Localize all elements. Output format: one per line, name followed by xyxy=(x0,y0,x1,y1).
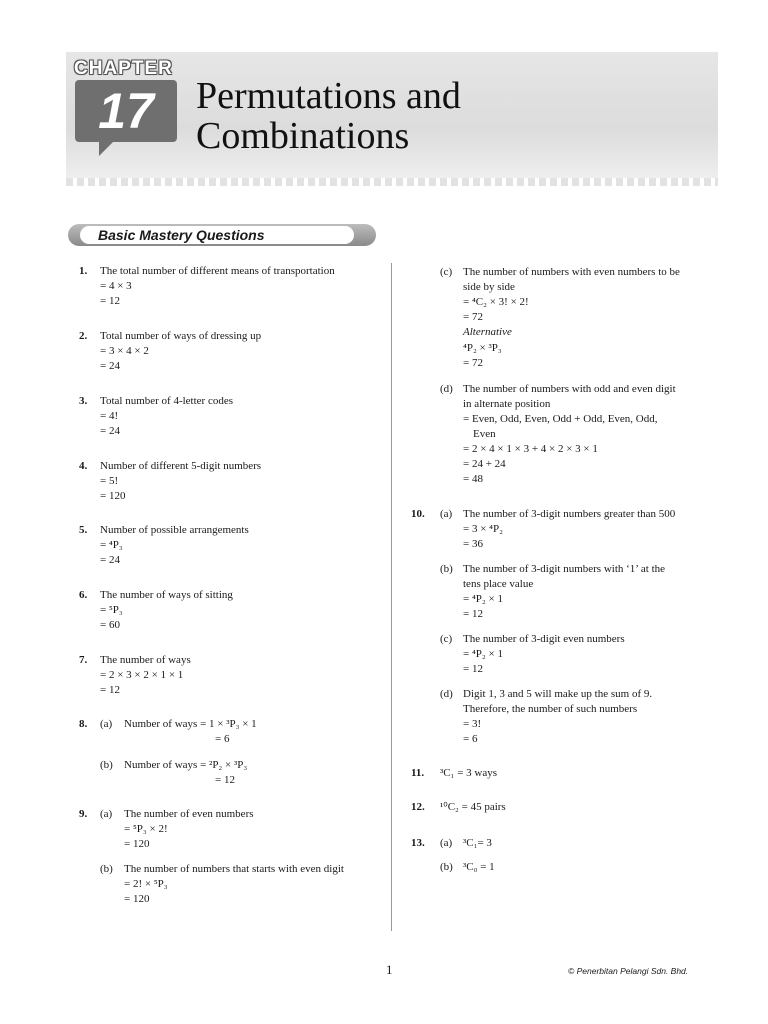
page-number: 1 xyxy=(386,962,393,977)
answer-line: Total number of ways of dressing up xyxy=(100,330,262,342)
part-label: (a) xyxy=(100,718,113,730)
section-label: Basic Mastery Questions xyxy=(80,226,354,244)
answer-line: The number of numbers that starts with even digit xyxy=(124,863,344,875)
answer-line: The number of even numbers xyxy=(124,808,254,820)
question-number: 5. xyxy=(79,524,88,536)
answer-line: = ⁴P₂ × 1 xyxy=(463,648,503,660)
answer-line: The number of numbers with even numbers to be xyxy=(463,266,680,278)
answer-line: = ⁵P₃ xyxy=(100,604,123,616)
answer-line: = 2! × ⁵P₃ xyxy=(124,878,168,890)
answer-line: = 4! xyxy=(100,410,119,422)
answer-line: Even xyxy=(473,428,496,440)
answer-line: ³C₀ = 1 xyxy=(463,861,495,873)
copyright-notice: © Penerbitan Pelangi Sdn. Bhd. xyxy=(568,966,689,976)
chapter-number-badge: 17 xyxy=(75,80,177,142)
part-label: (b) xyxy=(100,863,113,875)
title-line-1: Permutations and xyxy=(196,75,461,117)
part-label: (d) xyxy=(440,383,453,395)
answer-line: Total number of 4-letter codes xyxy=(100,395,234,407)
question-number: 8. xyxy=(79,718,88,730)
answer-line: The number of 3-digit even numbers xyxy=(463,633,625,645)
part-label: (c) xyxy=(440,633,453,645)
answer-line: = 120 xyxy=(124,838,150,850)
answer-line: The number of 3-digit numbers greater than 500 xyxy=(463,508,676,520)
question-number: 4. xyxy=(79,460,88,472)
part-label: (b) xyxy=(100,759,113,771)
title-line-2: Combinations xyxy=(196,115,410,157)
question-number: 1. xyxy=(79,265,88,277)
question-number: 11. xyxy=(411,767,425,779)
answer-line: = ⁴C₂ × 3! × 2! xyxy=(463,296,529,308)
answer-line: side by side xyxy=(463,281,515,293)
answer-line: = 12 xyxy=(100,684,120,696)
column-divider xyxy=(391,263,392,931)
answer-line: The number of ways xyxy=(100,654,191,666)
answer-line: ³C₁= 3 xyxy=(463,837,492,849)
chapter-label: CHAPTER xyxy=(74,58,173,79)
answer-line: = 5! xyxy=(100,475,119,487)
answer-line: = 12 xyxy=(100,295,120,307)
answer-line: Digit 1, 3 and 5 will make up the sum of 9. xyxy=(463,688,653,700)
part-label: (b) xyxy=(440,861,453,873)
question-number: 3. xyxy=(79,395,88,407)
answer-line: = 72 xyxy=(463,311,483,323)
answer-line: = 12 xyxy=(463,608,483,620)
answer-line: = Even, Odd, Even, Odd + Odd, Even, Odd, xyxy=(463,413,658,425)
answer-line: = 3 × 4 × 2 xyxy=(100,345,149,357)
answer-line: = 24 xyxy=(100,360,120,372)
question-number: 6. xyxy=(79,589,88,601)
answer-line: Number of different 5-digit numbers xyxy=(100,460,262,472)
part-label: (a) xyxy=(100,808,113,820)
answer-line: = 12 xyxy=(463,663,483,675)
part-label: (b) xyxy=(440,563,453,575)
answer-line: = 72 xyxy=(463,357,483,369)
answer-line: = 12 xyxy=(215,774,235,786)
answer-line: = 4 × 3 xyxy=(100,280,132,292)
part-label: (c) xyxy=(440,266,453,278)
answer-line: = 120 xyxy=(100,490,126,502)
answer-line: Number of possible arrangements xyxy=(100,524,249,536)
part-label: (a) xyxy=(440,837,453,849)
answer-line: = 60 xyxy=(100,619,120,631)
answer-line: ⁴P₂ × ³P₃ xyxy=(463,342,502,354)
question-number: 2. xyxy=(79,330,88,342)
answer-line: ³C₁ = 3 ways xyxy=(440,767,498,779)
question-number: 10. xyxy=(411,508,425,520)
answer-line: Number of ways = 1 × ³P₃ × 1 xyxy=(124,718,257,730)
answer-line: Therefore, the number of such numbers xyxy=(463,703,638,715)
page-title xyxy=(196,76,461,156)
section-header xyxy=(68,224,376,246)
answer-line: = ⁵P₃ × 2! xyxy=(124,823,168,835)
answer-line: = 24 xyxy=(100,425,120,437)
question-number: 13. xyxy=(411,837,425,849)
answer-line: The number of ways of sitting xyxy=(100,589,233,601)
answer-line: = 3 × ⁴P₂ xyxy=(463,523,503,535)
answer-line: tens place value xyxy=(463,578,534,590)
answer-line: The total number of different means of transportation xyxy=(100,265,335,277)
question-number: 7. xyxy=(79,654,88,666)
answer-line: in alternate position xyxy=(463,398,551,410)
answer-line: = 6 xyxy=(463,733,478,745)
answer-line: = 6 xyxy=(215,733,230,745)
answer-line: = 3! xyxy=(463,718,482,730)
answer-line: = 24 xyxy=(100,554,120,566)
answer-line: = 2 × 3 × 2 × 1 × 1 xyxy=(100,669,184,681)
answer-line: = ⁴P₂ × 1 xyxy=(463,593,503,605)
question-number: 9. xyxy=(79,808,88,820)
answer-line: Number of ways = ²P₂ × ³P₃ xyxy=(124,759,248,771)
answer-line: = 48 xyxy=(463,473,483,485)
part-label: (a) xyxy=(440,508,453,520)
answer-line: = 36 xyxy=(463,538,483,550)
answer-line: ¹⁰C₂ = 45 pairs xyxy=(440,801,506,813)
answer-line: = 2 × 4 × 1 × 3 + 4 × 2 × 3 × 1 xyxy=(463,443,598,455)
part-label: (d) xyxy=(440,688,453,700)
answer-line: The number of numbers with odd and even digit xyxy=(463,383,676,395)
answer-line: The number of 3-digit numbers with ‘1’ at the xyxy=(463,563,666,575)
answer-line: = 24 + 24 xyxy=(463,458,506,470)
alternative-label: Alternative xyxy=(463,326,512,338)
answer-line: = ⁴P₃ xyxy=(100,539,123,551)
question-number: 12. xyxy=(411,801,425,813)
answer-line: = 120 xyxy=(124,893,150,905)
